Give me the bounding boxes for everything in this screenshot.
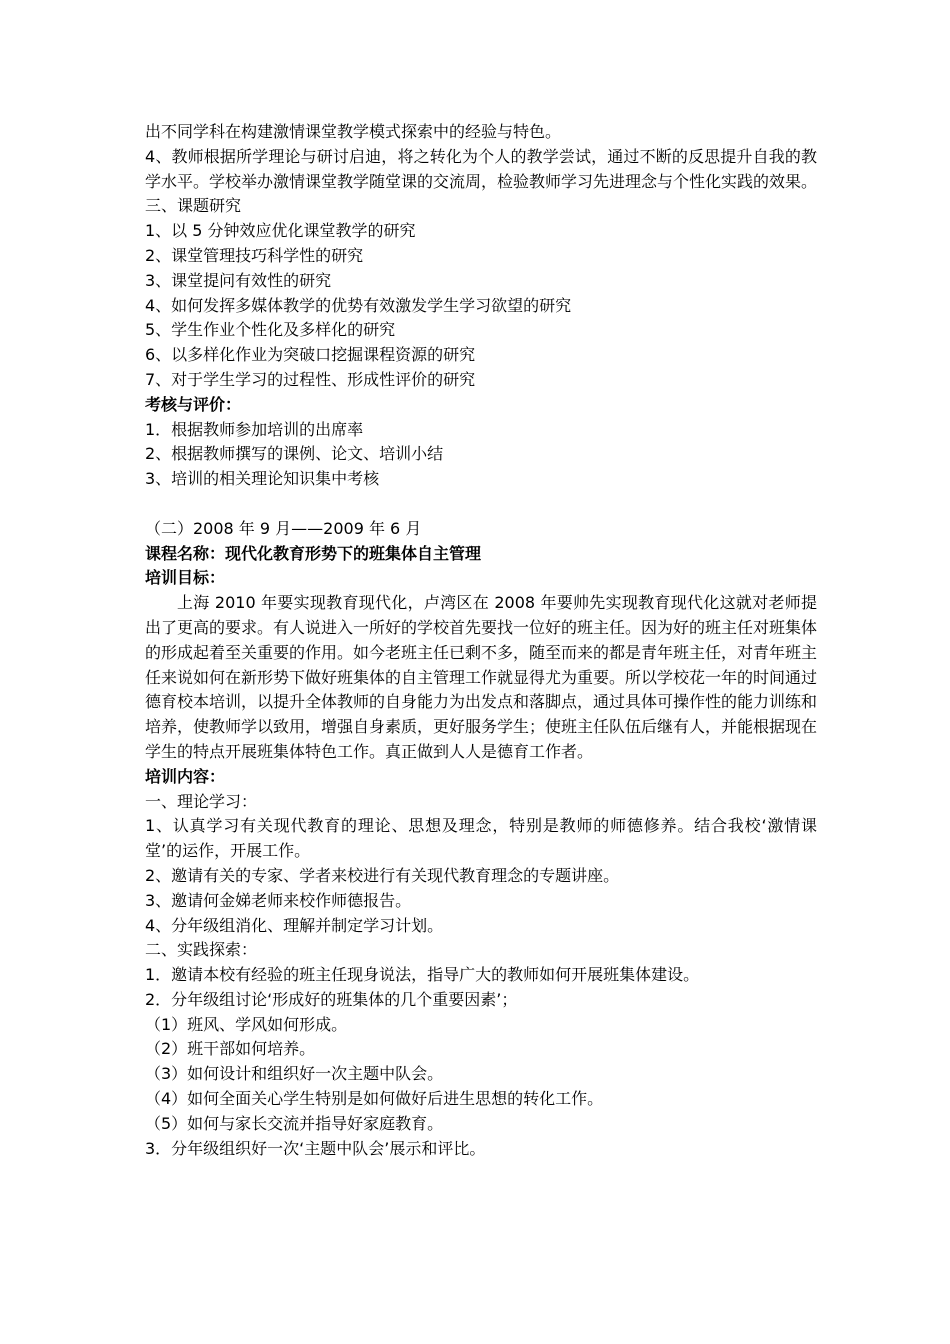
practice-subitem: （2）班干部如何培养。 — [145, 1039, 316, 1059]
assessment-item: 3、培训的相关理论知识集中考核 — [145, 469, 380, 489]
assessment-heading: 考核与评价： — [145, 394, 242, 414]
research-item: 1、以 5 分钟效应优化课堂教学的研究 — [145, 221, 416, 241]
research-item: 6、以多样化作业为突破口挖掘课程资源的研究 — [145, 345, 476, 365]
practice-subitem: （1）班风、学风如何形成。 — [145, 1014, 348, 1034]
theory-item: 4、分年级组消化、理解并制定学习计划。 — [145, 915, 444, 935]
theory-item: 3、邀请何金娣老师来校作师德报告。 — [145, 890, 412, 910]
period-heading: （二）2008 年 9 月——2009 年 6 月 — [145, 518, 422, 538]
assessment-item: 1．根据教师参加培训的出席率 — [145, 419, 364, 439]
blank-line — [145, 492, 817, 517]
goal-heading: 培训目标： — [145, 568, 226, 588]
goal-paragraph: 上海 2010 年要实现教育现代化，卢湾区在 2008 年要帅先实现教育现代化这就对老师提出了更高的要求。有人说进入一所好的学校首先要找一位好的班主任。因为好的班主任对班集体的形成起着至关重要的作用。如今老班主任已剩不多，随至而来的都是青年班主任，对青年班主任来说如何在新形势下做好班集体的自主管理工作就显得尤为重要。所以学校花一年的时间通过德育校本培训，以提升全体教师的自身能力为出发点和落脚点，通过具体可操作性的能力训练和培养，使教师学以致用，增强自身素质，更好服务学生；使班主任队伍后继有人，并能根据现在学生的特点开展班集体特色工作。真正做到人人是德育工作者。 — [145, 593, 818, 761]
document-page — [145, 120, 817, 1161]
practice-subitem: （3）如何设计和组织好一次主题中队会。 — [145, 1064, 444, 1084]
research-item: 3、课堂提问有效性的研究 — [145, 270, 332, 290]
practice-item: 3．分年级组织好一次‘主题中队会’展示和评比。 — [145, 1138, 486, 1158]
paragraph-item-4: 4、教师根据所学理论与研讨启迪，将之转化为个人的教学尝试，通过不断的反思提升自我的教学水平。学校举办激情课堂教学随堂课的交流周，检验教师学习先进理念与个性化实践的效果。 — [145, 146, 818, 191]
paragraph-continuation: 出不同学科在构建激情课堂教学模式探索中的经验与特色。 — [145, 122, 562, 141]
theory-item: 1、认真学习有关现代教育的理论、思想及理念，特别是教师的师德修养。结合我校‘激情课堂’的运作，开展工作。 — [145, 816, 817, 861]
course-name: 课程名称：现代化教育形势下的班集体自主管理 — [145, 543, 482, 563]
practice-item: 2．分年级组讨论‘形成好的班集体的几个重要因素’； — [145, 989, 518, 1009]
practice-item: 1．邀请本校有经验的班主任现身说法，指导广大的教师如何开展班集体建设。 — [145, 965, 700, 985]
practice-subitem: （5）如何与家长交流并指导好家庭教育。 — [145, 1113, 444, 1133]
research-heading: 三、课题研究 — [145, 196, 242, 216]
content-heading: 培训内容： — [145, 766, 226, 786]
assessment-item: 2、根据教师撰写的课例、论文、培训小结 — [145, 444, 444, 464]
research-item: 7、对于学生学习的过程性、形成性评价的研究 — [145, 369, 476, 389]
theory-heading: 一、理论学习： — [145, 791, 258, 811]
research-item: 2、课堂管理技巧科学性的研究 — [145, 245, 364, 265]
theory-item: 2、邀请有关的专家、学者来校进行有关现代教育理念的专题讲座。 — [145, 865, 620, 885]
research-item: 5、学生作业个性化及多样化的研究 — [145, 320, 396, 340]
research-item: 4、如何发挥多媒体教学的优势有效激发学生学习欲望的研究 — [145, 295, 572, 315]
practice-subitem: （4）如何全面关心学生特别是如何做好后进生思想的转化工作。 — [145, 1089, 604, 1109]
practice-heading: 二、实践探索： — [145, 940, 258, 960]
